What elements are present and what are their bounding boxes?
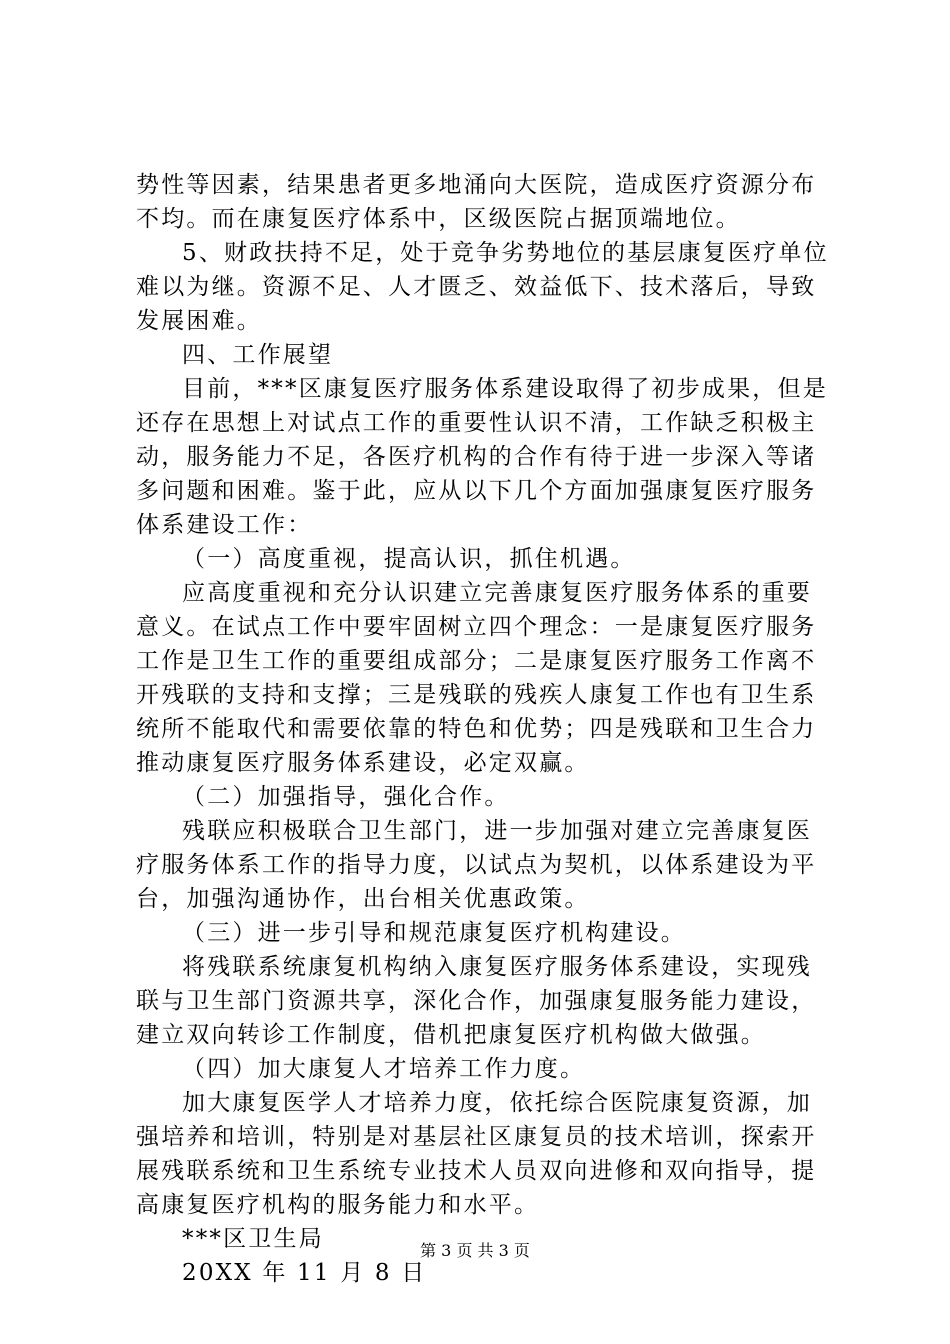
text-line: 开残联的支持和支撑；三是残联的残疾人康复工作也有卫生系 — [136, 682, 817, 708]
text-line: 5、财政扶持不足，处于竞争劣势地位的基层康复医疗单位 — [182, 240, 829, 266]
text-line: 建立双向转诊工作制度，借机把康复医疗机构做大做强。 — [136, 1022, 766, 1048]
text-line: 展残联系统和卫生系统专业技术人员双向进修和双向指导，提 — [136, 1158, 817, 1184]
text-line: 难以为继。资源不足、人才匮乏、效益低下、技术落后，导致 — [136, 274, 817, 300]
document-body — [136, 168, 829, 1290]
page-number-footer: 第 3 页 共 3 页 — [420, 1241, 530, 1260]
text-line: 20XX 年 11 月 8 日 — [182, 1260, 427, 1286]
text-line: 残联应积极联合卫生部门，进一步加强对建立完善康复医 — [182, 818, 812, 844]
text-line: 联与卫生部门资源共享，深化合作，加强康复服务能力建设， — [136, 988, 817, 1014]
text-line: 统所不能取代和需要依靠的特色和优势；四是残联和卫生合力 — [136, 716, 817, 742]
text-line: 意义。在试点工作中要牢固树立四个理念：一是康复医疗服务 — [136, 614, 817, 640]
text-line: 台，加强沟通协作，出台相关优惠政策。 — [136, 886, 590, 912]
text-line: 动，服务能力不足，各医疗机构的合作有待于进一步深入等诸 — [136, 444, 817, 470]
text-line: 目前，***区康复医疗服务体系建设取得了初步成果，但是 — [182, 376, 828, 402]
text-line: 发展困难。 — [136, 308, 262, 334]
text-line: 推动康复医疗服务体系建设，必定双赢。 — [136, 750, 590, 776]
text-line: 高康复医疗机构的服务能力和水平。 — [136, 1192, 540, 1218]
text-line: （三）进一步引导和规范康复医疗机构建设。 — [182, 920, 686, 946]
text-line: 疗服务体系工作的指导力度，以试点为契机，以体系建设为平 — [136, 852, 817, 878]
text-line: 体系建设工作： — [136, 512, 313, 538]
text-line: 将残联系统康复机构纳入康复医疗服务体系建设，实现残 — [182, 954, 812, 980]
text-line: 还存在思想上对试点工作的重要性认识不清，工作缺乏积极主 — [136, 410, 817, 436]
text-line: 四、工作展望 — [182, 342, 334, 368]
text-line: （一）高度重视，提高认识，抓住机遇。 — [182, 546, 636, 572]
text-line: （四）加大康复人才培养工作力度。 — [182, 1056, 586, 1082]
text-line: 势性等因素，结果患者更多地涌向大医院，造成医疗资源分布 — [136, 172, 817, 198]
text-line: 不均。而在康复医疗体系中，区级医院占据顶端地位。 — [136, 206, 741, 232]
text-line: 强培养和培训，特别是对基层社区康复员的技术培训，探索开 — [136, 1124, 817, 1150]
text-line: 应高度重视和充分认识建立完善康复医疗服务体系的重要 — [182, 580, 812, 606]
text-line: 多问题和困难。鉴于此，应从以下几个方面加强康复医疗服务 — [136, 478, 817, 504]
text-line: 加大康复医学人才培养力度，依托综合医院康复资源，加 — [182, 1090, 812, 1116]
text-line: ***区卫生局 — [182, 1226, 324, 1252]
text-line: 工作是卫生工作的重要组成部分；二是康复医疗服务工作离不 — [136, 648, 817, 674]
text-line: （二）加强指导，强化合作。 — [182, 784, 510, 810]
